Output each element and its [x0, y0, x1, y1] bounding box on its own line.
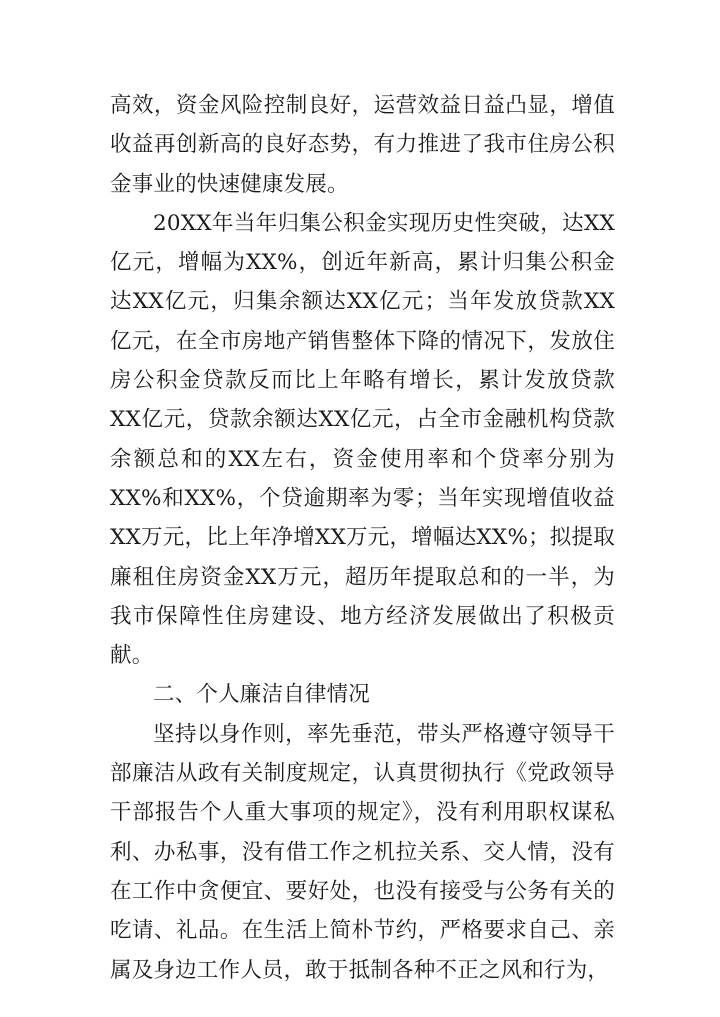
paragraph-performance: 20XX年当年归集公积金实现历史性突破，达XX亿元，增幅为XX%，创近年新高，累计归集公积金达XX亿元，归集余额达XX亿元；当年发放贷款XX亿元，在全市房地产销售整体下降的情况下，发放住房公积金贷款反而比上年略有增长，累计发放贷款XX亿元，贷款余额达XX亿元，占全市金融机构贷款余额总和的XX左右，资金使用率和个贷率分别为XX%和XX%，个贷逾期率为零；当年实现增值收益XX万元，比上年净增XX万元，增幅达XX%；拟提取廉租住房资金XX万元，超历年提取总和的一半，为我市保障性住房建设、地方经济发展做出了积极贡献。 [110, 210, 615, 669]
paragraph-integrity: 坚持以身作则，率先垂范，带头严格遵守领导干部廉洁从政有关制度规定，认真贯彻执行《党政领导干部报告个人重大事项的规定》，没有利用职权谋私利、办私事，没有借工作之机拉关系、交人情，没有在工作中贪便宜、要好处，也没有接受与公务有关的吃请、礼品。在生活上简朴节约，严格要求自己、亲属及身边工作人员，敢于抵制各种不正之风和行为， [110, 721, 615, 983]
document-body [110, 86, 615, 990]
paragraph-continuation: 高效，资金风险控制良好，运营效益日益凸显，增值收益再创新高的良好态势，有力推进了我市住房公积金事业的快速健康发展。 [110, 93, 615, 197]
section-heading: 二、个人廉洁自律情况 [153, 682, 371, 708]
